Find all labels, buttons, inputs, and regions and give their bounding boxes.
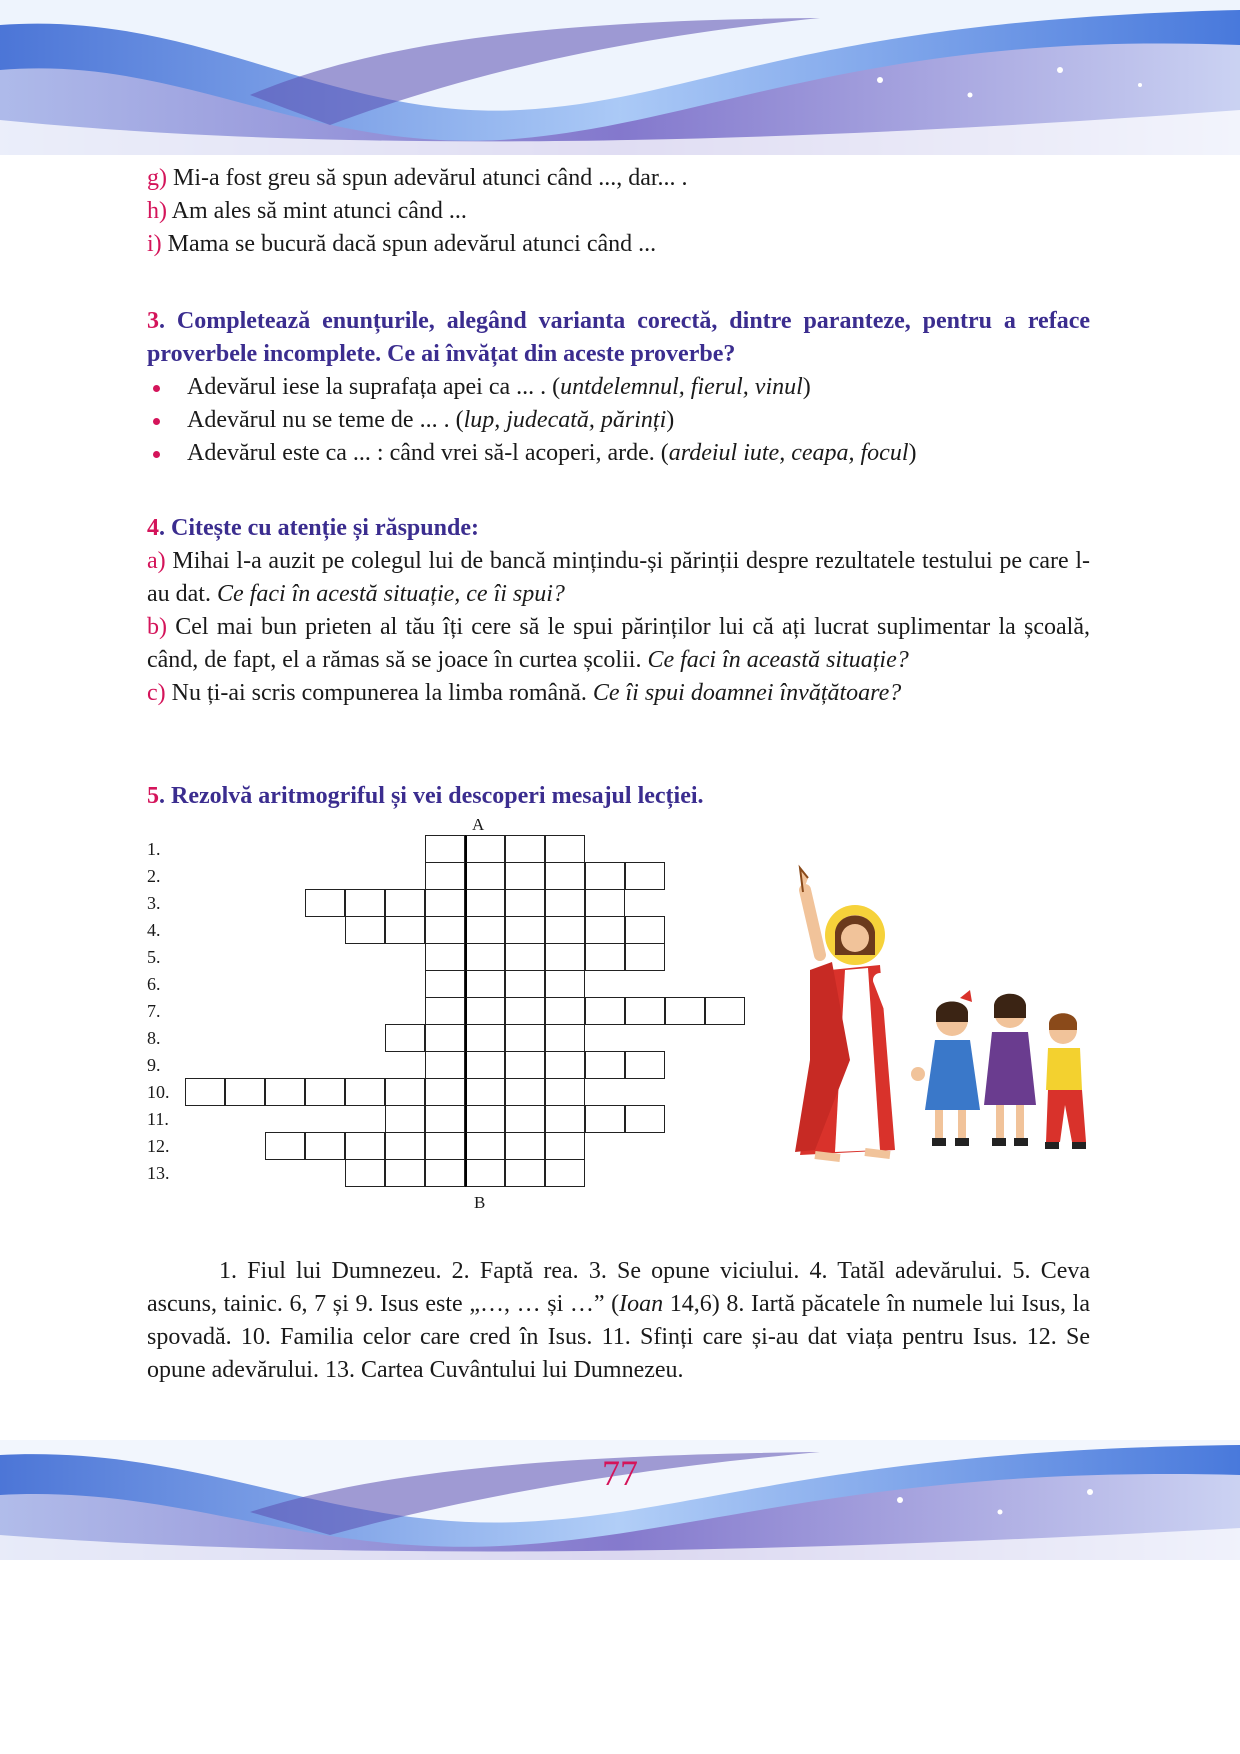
crossword-cell[interactable] <box>425 1159 465 1187</box>
crossword-cell[interactable] <box>385 889 425 917</box>
list-item-g <box>147 162 1090 195</box>
crossword-cell[interactable] <box>425 1105 465 1133</box>
crossword-cell[interactable] <box>505 1078 545 1106</box>
list-continued <box>147 162 1090 261</box>
crossword-cell[interactable] <box>545 943 585 971</box>
proverb-options: ardeiul iute, ceapa, focul <box>668 440 909 466</box>
crossword-cell[interactable] <box>345 1078 385 1106</box>
crossword-bottom-letter: B <box>474 1193 486 1212</box>
crossword-cell[interactable] <box>625 997 665 1025</box>
crossword-row-label: 5. <box>147 947 161 967</box>
question-a <box>147 545 1090 611</box>
item-letter: c) <box>147 680 166 706</box>
item-letter: b) <box>147 614 167 640</box>
crossword-cell[interactable] <box>505 862 545 890</box>
crossword-cell[interactable] <box>505 916 545 944</box>
proverb-text: Adevărul este ca ... : când vrei să-l acoperi, arde. ( <box>187 440 669 466</box>
clues-text-continued: 14,6) 8. Iartă păcatele în numele lui Isus, la spovadă. 10. Familia celor care cred în Isus. 11. Sfinți care și-au dat viața pentru Isus. 12. Se opune adevărului. 13. Cartea Cuvântului lui Dumnezeu. <box>147 1291 1091 1383</box>
crossword-cell[interactable] <box>545 1051 585 1079</box>
crossword-cell[interactable] <box>345 889 385 917</box>
crossword-cell[interactable] <box>505 1132 545 1160</box>
crossword-row-label: 12. <box>147 1136 170 1156</box>
crossword-cell[interactable] <box>505 889 545 917</box>
jesus-with-children-illustration <box>770 860 1100 1165</box>
crossword-cell[interactable] <box>185 1078 225 1106</box>
crossword-cell[interactable] <box>585 943 625 971</box>
crossword-cell[interactable] <box>425 835 465 863</box>
crossword-cell[interactable] <box>625 1105 665 1133</box>
crossword-cell[interactable] <box>425 1051 465 1079</box>
crossword-cell[interactable] <box>705 997 745 1025</box>
crossword-cell[interactable] <box>345 1159 385 1187</box>
crossword-cell[interactable] <box>345 1132 385 1160</box>
exercise-4-heading <box>147 512 1090 545</box>
crossword-cell[interactable] <box>465 1159 505 1187</box>
crossword-cell[interactable] <box>385 1024 425 1052</box>
crossword-cell[interactable] <box>505 943 545 971</box>
crossword-cell[interactable] <box>545 835 585 863</box>
crossword-cell[interactable] <box>505 997 545 1025</box>
proverb-text: Adevărul iese la suprafața apei ca ... . ( <box>187 374 561 400</box>
item-question: Ce faci în acestă situație, ce îi spui? <box>216 581 565 607</box>
crossword-cell[interactable] <box>545 1105 585 1133</box>
crossword-cell[interactable] <box>545 997 585 1025</box>
exercise-heading-text: . Completează enunțurile, alegând varianta corectă, dintre paranteze, pentru a reface proverbele incomplete. Ce ai învățat din aceste proverbe? <box>147 308 1090 367</box>
list-item <box>147 437 1090 470</box>
crossword-cell[interactable] <box>425 889 465 917</box>
question-c <box>147 677 1090 710</box>
crossword-cell[interactable] <box>385 1078 425 1106</box>
list-item <box>147 404 1090 437</box>
exercise-5 <box>147 780 1090 813</box>
item-letter: a) <box>147 548 166 574</box>
crossword-cell[interactable] <box>385 916 425 944</box>
clues-reference: Ioan <box>619 1291 664 1317</box>
exercise-3 <box>147 305 1090 470</box>
exercise-number: 5 <box>147 783 159 809</box>
crossword-cell[interactable] <box>545 889 585 917</box>
crossword-cell[interactable] <box>545 862 585 890</box>
crossword-cell[interactable] <box>425 1078 465 1106</box>
crossword-cell[interactable] <box>385 1105 425 1133</box>
crossword-row-label: 11. <box>147 1109 169 1129</box>
crossword-cell[interactable] <box>545 1132 585 1160</box>
proverb-end: ) <box>666 407 675 433</box>
crossword-cell[interactable] <box>545 1159 585 1187</box>
crossword-clues <box>147 1255 1090 1387</box>
crossword-cell[interactable] <box>385 1159 425 1187</box>
crossword-cell[interactable] <box>585 916 625 944</box>
crossword-cell[interactable] <box>505 835 545 863</box>
crossword-cell[interactable] <box>305 1132 345 1160</box>
question-b <box>147 611 1090 677</box>
crossword-cell[interactable] <box>625 862 665 890</box>
crossword-cell[interactable] <box>465 1024 505 1052</box>
crossword-cell[interactable] <box>465 835 505 863</box>
list-item-i <box>147 228 1090 261</box>
crossword-cell[interactable] <box>465 1132 505 1160</box>
illustration-image <box>770 860 1100 1165</box>
exercise-heading-text: . Rezolvă aritmogriful și vei descoperi mesajul lecției. <box>159 783 704 809</box>
crossword-cell[interactable] <box>225 1078 265 1106</box>
crossword-cell[interactable] <box>425 1024 465 1052</box>
crossword-cell[interactable] <box>465 1051 505 1079</box>
list-item-h <box>147 195 1090 228</box>
crossword-cell[interactable] <box>585 997 625 1025</box>
crossword-cell[interactable] <box>265 1078 305 1106</box>
crossword-cell[interactable] <box>585 889 625 917</box>
crossword-cell[interactable] <box>425 997 465 1025</box>
crossword-row-label: 2. <box>147 866 161 886</box>
crossword-cell[interactable] <box>425 916 465 944</box>
crossword-cell[interactable] <box>465 1078 505 1106</box>
wave-decoration <box>0 0 1240 155</box>
proverb-text: Adevărul nu se teme de ... . ( <box>187 407 464 433</box>
page-number: 77 <box>602 1453 638 1493</box>
proverb-end: ) <box>802 374 811 400</box>
crossword-cell[interactable] <box>545 1078 585 1106</box>
exercise-4 <box>147 512 1090 710</box>
exercise-heading-text: . Citește cu atenție și răspunde: <box>159 515 479 541</box>
crossword-cell[interactable] <box>465 970 505 998</box>
crossword-row-label: 8. <box>147 1028 161 1048</box>
crossword-cell[interactable] <box>505 970 545 998</box>
crossword-cell[interactable] <box>625 1051 665 1079</box>
crossword-row-label: 7. <box>147 1001 161 1021</box>
crossword-cell[interactable] <box>585 1051 625 1079</box>
proverb-options: lup, judecată, părinți <box>463 407 667 433</box>
crossword-cell[interactable] <box>425 1132 465 1160</box>
crossword-cell[interactable] <box>425 862 465 890</box>
item-text: Mihai l-a auzit pe colegul lui de bancă mințindu-și părinții despre rezultatele testului pe care l-au dat. <box>147 548 1090 607</box>
crossword-cell[interactable] <box>305 1078 345 1106</box>
exercise-number: 3 <box>147 308 159 334</box>
crossword-cell[interactable] <box>545 970 585 998</box>
crossword-cell[interactable] <box>265 1132 305 1160</box>
proverb-options: untdelemnul, fierul, vinul <box>560 374 803 400</box>
crossword-row-label: 3. <box>147 893 161 913</box>
crossword-row-label: 4. <box>147 920 161 940</box>
item-text: Mama se bucură dacă spun adevărul atunci când ... <box>161 231 657 257</box>
crossword-top-letter: A <box>472 815 485 834</box>
proverb-list <box>147 371 1090 470</box>
item-letter: h) <box>147 198 167 224</box>
item-question: Ce îi spui doamnei învățătoare? <box>592 680 902 706</box>
crossword-row-label: 13. <box>147 1163 170 1183</box>
item-text: Mi-a fost greu să spun adevărul atunci când ..., dar... . <box>167 165 688 191</box>
exercise-5-heading <box>147 780 1090 813</box>
crossword-cell[interactable] <box>425 943 465 971</box>
crossword-cell[interactable] <box>545 1024 585 1052</box>
crossword-cell[interactable] <box>585 1105 625 1133</box>
item-question: Ce faci în această situație? <box>647 647 909 673</box>
crossword-cell[interactable] <box>465 1105 505 1133</box>
top-wave-banner <box>0 0 1240 155</box>
item-letter: i) <box>147 231 162 257</box>
item-letter: g) <box>147 165 167 191</box>
clues-text: 1. Fiul lui Dumnezeu. 2. Faptă rea. 3. Se opune viciului. 4. Tatăl adevărului. 5. Ceva ascuns, tainic. 6, 7 și 9. Isus este „…, … și …” ( <box>147 1258 1090 1317</box>
crossword-cell[interactable] <box>465 997 505 1025</box>
crossword-cell[interactable] <box>585 862 625 890</box>
crossword-cell[interactable] <box>625 943 665 971</box>
crossword-cell[interactable] <box>625 916 665 944</box>
item-text: Nu ți-ai scris compunerea la limba română. <box>165 680 593 706</box>
crossword-cell[interactable] <box>505 1105 545 1133</box>
proverb-end: ) <box>908 440 917 466</box>
item-text: Cel mai bun prieten al tău îți cere să le spui părinților lui că ați lucrat suplimentar la școală, când, de fapt, el a rămas să se joace în curtea școlii. <box>147 614 1090 673</box>
crossword-cell[interactable] <box>505 1051 545 1079</box>
item-text: Am ales să mint atunci când ... <box>167 198 467 224</box>
crossword-cell[interactable] <box>505 1024 545 1052</box>
crossword-row-label: 9. <box>147 1055 161 1075</box>
crossword-row-label: 10. <box>147 1082 170 1102</box>
exercise-3-heading <box>147 305 1090 371</box>
crossword-row-label: 1. <box>147 839 161 859</box>
crossword-cell[interactable] <box>465 889 505 917</box>
list-item <box>147 371 1090 404</box>
crossword-row-label: 6. <box>147 974 161 994</box>
crossword-cell[interactable] <box>665 997 705 1025</box>
crossword-cell[interactable] <box>545 916 585 944</box>
crossword-cell[interactable] <box>345 916 385 944</box>
crossword-cell[interactable] <box>465 862 505 890</box>
crossword-cell[interactable] <box>465 916 505 944</box>
crossword-cell[interactable] <box>465 943 505 971</box>
crossword-cell[interactable] <box>505 1159 545 1187</box>
crossword-cell[interactable] <box>305 889 345 917</box>
crossword-cell[interactable] <box>425 970 465 998</box>
crossword-grid <box>147 815 767 1215</box>
exercise-number: 4 <box>147 515 159 541</box>
crossword-cell[interactable] <box>385 1132 425 1160</box>
